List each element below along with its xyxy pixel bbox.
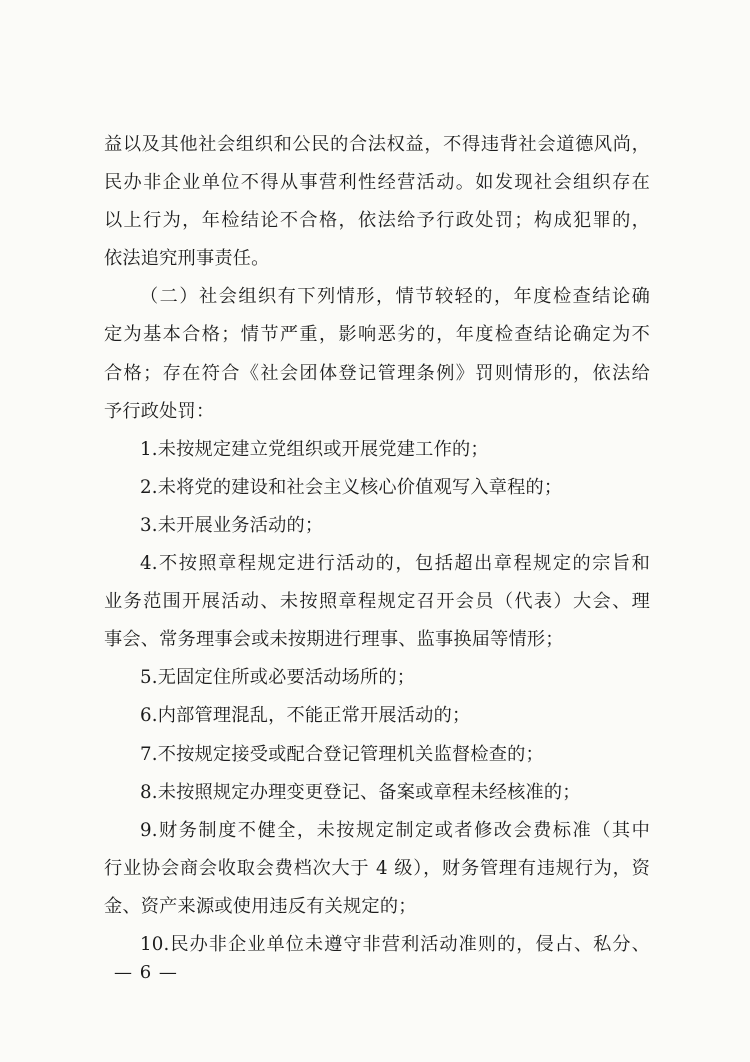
text-line: 业务范围开展活动、未按照章程规定召开会员（代表）大会、理: [104, 591, 650, 613]
list-item: 10.民办非企业单位未遵守非营利活动准则的，侵占、私分、: [140, 933, 650, 955]
list-item: 1.未按规定建立党组织或开展党建工作的；: [140, 438, 489, 460]
list-item: 2.未将党的建设和社会主义核心价值观写入章程的；: [140, 476, 563, 498]
text-line: 事会、常务理事会或未按期进行理事、监事换届等情形；: [104, 629, 564, 651]
text-line: 予行政处罚：: [104, 400, 215, 422]
list-item: 3.未开展业务活动的；: [140, 514, 324, 536]
list-item: 6.内部管理混乱，不能正常开展活动的；: [140, 705, 471, 727]
text-line: 益以及其他社会组织和公民的合法权益，不得违背社会道德风尚，: [104, 134, 650, 155]
text-line: 金、资产来源或使用违反有关规定的；: [104, 895, 417, 917]
list-item: 5.无固定住所或必要活动场所的；: [140, 667, 416, 689]
page-number: — 6 —: [114, 962, 178, 983]
list-item: 8.未按照规定办理变更登记、备案或章程未经核准的；: [140, 781, 581, 803]
text-line: 依法追究刑事责任。: [104, 248, 270, 270]
list-item: 7.不按规定接受或配合登记管理机关监督检查的；: [140, 743, 544, 765]
list-item: 4.不按照章程规定进行活动的，包括超出章程规定的宗旨和: [140, 553, 650, 575]
text-line: 以上行为，年检结论不合格，依法给予行政处罚；构成犯罪的，: [104, 210, 650, 232]
text-line: 民办非企业单位不得从事营利性经营活动。如发现社会组织存在: [104, 172, 650, 194]
text-line: 合格；存在符合《社会团体登记管理条例》罚则情形的，依法给: [104, 362, 650, 384]
text-line: 行业协会商会收取会费档次大于 4 级），财务管理有违规行为，资: [104, 857, 650, 879]
text-line: （二）社会组织有下列情形，情节较轻的，年度检查结论确: [140, 286, 650, 308]
text-line: 定为基本合格；情节严重，影响恶劣的，年度检查结论确定为不: [104, 324, 650, 346]
list-item: 9.财务制度不健全，未按规定制定或者修改会费标准（其中: [140, 819, 650, 841]
document-body: [104, 126, 650, 964]
